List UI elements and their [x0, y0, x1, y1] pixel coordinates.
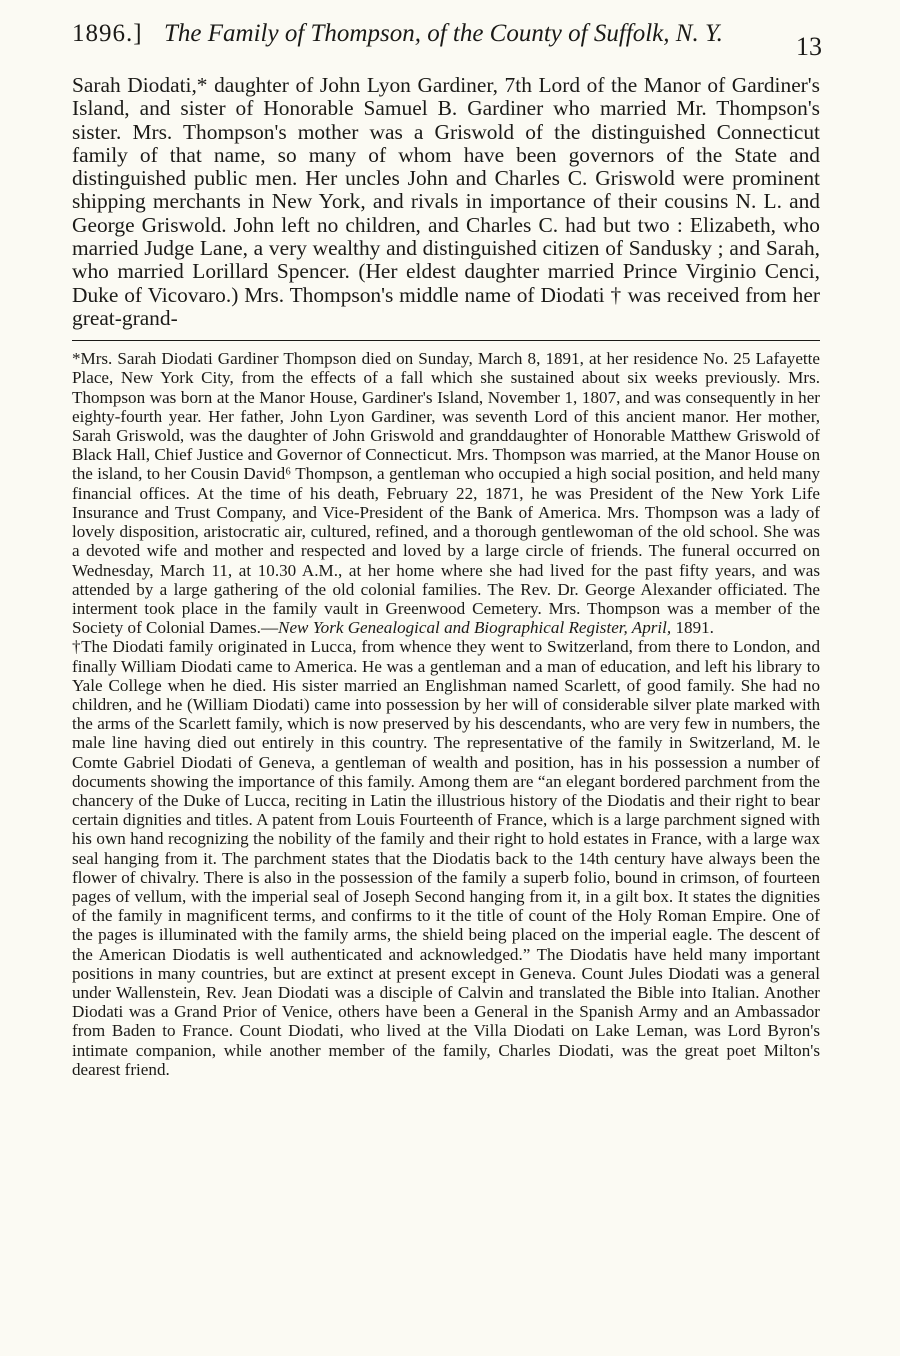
footnote-1-citation: New York Genealogical and Biographical Register, April, [278, 618, 672, 638]
footnote-marker-asterisk: * [72, 349, 81, 369]
main-paragraph: Sarah Diodati,* daughter of John Lyon Gardiner, 7th Lord of the Manor of Gardiner's Island, and sister of Honorable Samuel B. Gardiner who married Mr. Thompson's sister. Mrs. Thompson's mother was a Griswold of the distinguished Connecticut family of that name, so many of whom have been governors of the State and distinguished public men. Her uncles John and Charles C. Griswold were prominent shipping merchants in New York, and rivals in importance of their cousins N. L. and George Griswold. John left no children, and Charles C. had but two : Elizabeth, who married Judge Lane, a very wealthy and distinguished citizen of Sandusky ; and Sarah, who married Lorillard Spencer. (Her eldest daughter married Prince Virginio Cenci, Duke of Vicovaro.) Mrs. Thompson's middle name of Diodati † was received from her great-grand- [72, 73, 820, 330]
footnote-thompson-obituary [72, 349, 820, 637]
footnote-1-text: Mrs. Sarah Diodati Gardiner Thompson died on Sunday, March 8, 1891, at her residence No. 25 Lafayette Place, New York City, from the effects of a fall which she sustained about six weeks previously. Mrs. Thompson was born at the Manor House, Gardiner's Island, November 1, 1807, and was consequently in her eighty-fourth year. Her father, John Lyon Gardiner, was seventh Lord of this ancient manor. Her mother, Sarah Griswold, was the daughter of John Griswold and granddaughter of Honorable Matthew Griswold of Black Hall, Chief Justice and Governor of Connecticut. Mrs. Thompson was married, at the Manor House on the island, to her Cousin David⁶ Thompson, a gentleman who occupied a high social position, and held many financial offices. At the time of his death, February 22, 1871, he was President of the New York Life Insurance and Trust Company, and Vice-President of the Bank of America. Mrs. Thompson was a lady of lovely disposition, aristocratic air, cultured, refined, and a thorough gentlewoman of the old school. She was a devoted wife and mother and respected and loved by a large circle of friends. The funeral occurred on Wednesday, March 11, at 10.30 A.M., at her home where she had lived for the past fifty years, and was attended by a large gathering of the old colonial families. The Rev. Dr. George Alexander officiated. The interment took place in the family vault in Greenwood Cemetery. Mrs. Thompson was a member of the Society of Colonial Dames.— [72, 349, 820, 638]
footnote-2-text: The Diodati family originated in Lucca, from whence they went to Switzerland, from there to London, and finally William Diodati came to America. He was a gentleman and a man of education, and left his library to Yale College when he died. His sister married an Englishman named Scarlett, of good family. She had no children, and he (William Diodati) came into possession by her will of considerable silver plate marked with the arms of the Scarlett family, which is now preserved by his descendants, who are very few in numbers, the male line having died out entirely in this country. The representative of the family in Switzerland, M. le Comte Gabriel Diodati of Geneva, a gentleman of wealth and position, has in his possession a number of documents showing the importance of this family. Among them are “an elegant bordered parchment from the chancery of the Duke of Lucca, reciting in Latin the illustrious history of the Diodatis and their right to bear certain dignities and titles. A patent from Louis Fourteenth of France, which is a large parchment signed with his own hand recognizing the nobility of the family and their right to hold estates in France, with a large wax seal hanging from it. The parchment states that the Diodatis back to the 14th century have always been the flower of chivalry. There is also in the possession of the family a superb folio, bound in crimson, of fourteen pages of vellum, with the imperial seal of Joseph Second hanging from it, in a gilt box. It states the dignities of the family in magnificent terms, and confirms to it the title of count of the Holy Roman Empire. One of the pages is illuminated with the family arms, the shield being placed on the imperial eagle. The descent of the American Diodatis is well authenticated and acknowledged.” The Diodatis have held many important positions in many countries, but are extinct at present except in Geneva. Count Jules Diodati was a general under Wallenstein, Rev. Jean Diodati was a disciple of Calvin and translated the Bible into Italian. Another Diodati was a Grand Prior of Venice, others have been a General in the Spanish Army and an Ambassador from Baden to France. Count Diodati, who lived at the Villa Diodati on Lake Leman, was Lord Byron's intimate companion, while another member of the family, Charles Diodati, was the great poet Milton's dearest friend. [72, 637, 820, 1079]
footnote-1-citation-year: 1891. [675, 618, 714, 638]
page-number: 13 [796, 32, 822, 61]
running-header [72, 18, 820, 74]
footnote-divider [72, 340, 820, 341]
footnote-diodati-family [72, 637, 820, 1079]
footnote-marker-dagger: † [72, 637, 82, 657]
running-title: The Family of Thompson, of the County of Suffolk, N. Y. [164, 20, 723, 47]
header-year: 1896.] [72, 20, 143, 47]
